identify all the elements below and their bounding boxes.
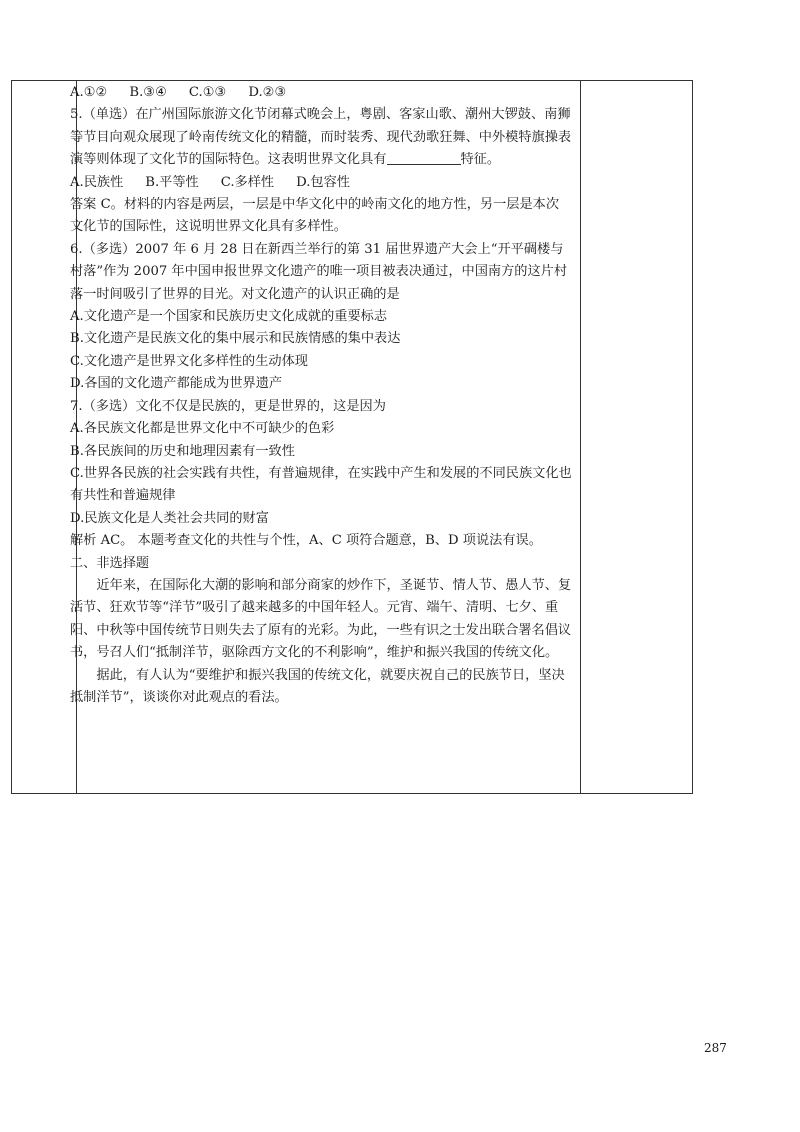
q4-options-line	[70, 82, 572, 104]
q5-option-c: C.多样性	[220, 174, 275, 190]
q6-option-c: C.文化遗产是世界文化多样性的生动体现	[70, 353, 308, 369]
q5-answer: 答案 C。材料的内容是两层，一层是中华文化中的岭南文化的地方性，另一层是本次文化节的国际性，这说明世界文化具有多样性。	[70, 197, 560, 235]
section-paragraph-2: 据此，有人认为“要维护和振兴我国的传统文化，就要庆祝自己的民族节日，坚决抵制洋节”，谈谈你对此观点的看法。	[70, 667, 565, 705]
q5-option-d: D.包容性	[296, 174, 350, 190]
q7-option-b: B.各民族间的历史和地理因素有一致性	[70, 443, 295, 459]
q5-stem-end: 特征。	[460, 152, 501, 168]
q7-option-d: D.民族文化是人类社会共同的财富	[70, 510, 269, 526]
q4-option-d: D.②③	[248, 85, 287, 100]
q5-option-b: B.平等性	[145, 174, 199, 190]
q6-stem: 6.（多选）2007 年 6 月 28 日在新西兰举行的第 31 届世界遗产大会上“开平碉楼与村落”作为 2007 年中国申报世界文化遗产的唯一项目被表决通过，中国南方的这片村落一时间吸引了世界的目光。对文化遗产的认识正确的是	[70, 241, 568, 302]
q5-stem-text: 5.（单选）在广州国际旅游文化节闭幕式晚会上，粤剧、客家山歌、潮州大锣鼓、南狮等节目向观众展现了岭南传统文化的精髓，而时装秀、现代劲歌狂舞、中外模特旗操表演等则体现了文化节的国际特色。这表明世界文化具有	[70, 107, 572, 168]
q4-option-b: B.③④	[129, 85, 167, 100]
worksheet-content	[70, 82, 572, 709]
q4-option-a: A.①②	[70, 85, 108, 100]
page-number: 287	[704, 1041, 727, 1055]
section-paragraph-1: 近年来，在国际化大潮的影响和部分商家的炒作下，圣诞节、情人节、愚人节、复活节、狂欢节等“洋节”吸引了越来越多的中国年轻人。元宵、端午、清明、七夕、重阳、中秋等中国传统节日则失去了原有的光彩。为此，一些有识之士发出联合署名倡议书，号召人们“抵制洋节，驱除西方文化的不利影响”，维护和振兴我国的传统文化。	[70, 577, 572, 661]
section-heading: 二、非选择题	[70, 555, 150, 571]
q7-option-c: C.世界各民族的社会实践有共性，有普遍规律，在实践中产生和发展的不同民族文化也有共性和普遍规律	[70, 465, 572, 504]
q5-options-line	[70, 172, 572, 194]
q4-option-c: C.①③	[188, 85, 227, 100]
table-column-divider-right	[580, 81, 581, 793]
q6-option-d: D.各国的文化遗产都能成为世界遗产	[70, 376, 283, 392]
q5-answer-blank	[387, 150, 461, 165]
q7-stem: 7.（多选）文化不仅是民族的，更是世界的，这是因为	[70, 398, 386, 414]
q5-option-a: A.民族性	[70, 174, 124, 190]
q5-stem	[70, 104, 572, 171]
q6-option-a: A.文化遗产是一个国家和民族历史文化成就的重要标志	[70, 309, 388, 325]
q6-option-b: B.文化遗产是民族文化的集中展示和民族情感的集中表达	[70, 331, 401, 347]
q7-option-a: A.各民族文化都是世界文化中不可缺少的色彩	[70, 421, 335, 437]
q7-analysis: 解析 AC。 本题考查文化的共性与个性，A、C 项符合题意，B、D 项说法有误。	[70, 533, 542, 549]
